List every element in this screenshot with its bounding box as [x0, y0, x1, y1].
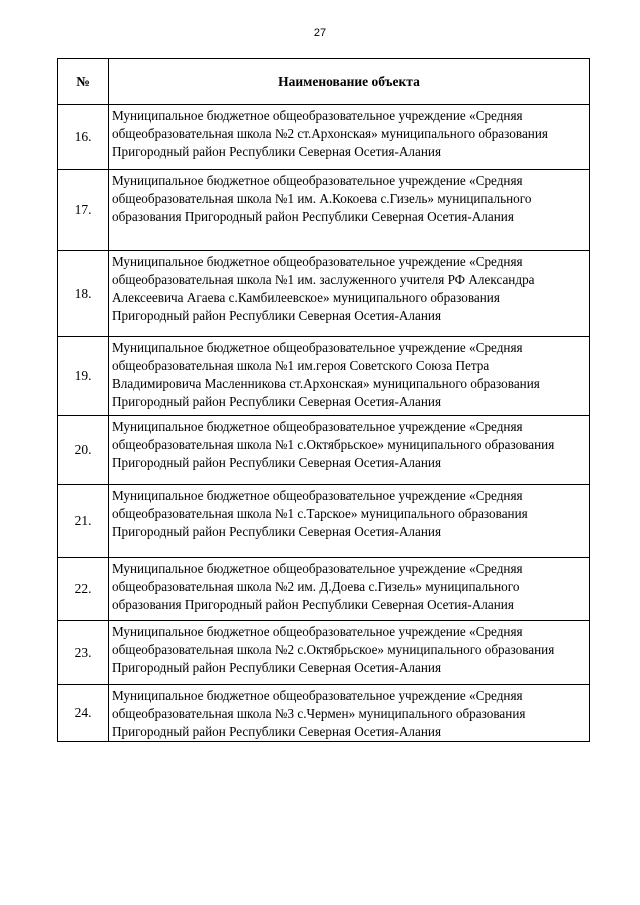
table-body	[58, 105, 590, 742]
page-number: 27	[313, 27, 327, 39]
object-name-line: Муниципальное бюджетное общеобразовательное учреждение «Средняя	[112, 561, 523, 576]
table-row	[58, 416, 590, 485]
table-row	[58, 558, 590, 621]
object-name-line: Пригородный район Республики Северная Осетия-Алания	[112, 144, 442, 159]
row-number: 20.	[58, 416, 109, 485]
object-name-line: Муниципальное бюджетное общеобразовательное учреждение «Средняя	[112, 340, 523, 355]
object-name	[109, 105, 590, 170]
object-name-line: Владимировича Масленникова ст.Архонская» муниципального образования	[112, 376, 540, 391]
table-row	[58, 485, 590, 558]
name-column-header: Наименование объекта	[109, 59, 590, 105]
object-name-line: Муниципальное бюджетное общеобразовательное учреждение «Средняя	[112, 173, 523, 188]
object-name-line: образования Пригородный район Республики Северная Осетия-Алания	[112, 209, 514, 224]
table-header-row	[58, 59, 590, 105]
object-name-line: Пригородный район Республики Северная Осетия-Алания	[112, 724, 442, 739]
row-number: 22.	[58, 558, 109, 621]
table-row	[58, 621, 590, 685]
object-name-line: общеобразовательная школа №3 с.Чермен» муниципального образования	[112, 706, 526, 721]
object-name-line: общеобразовательная школа №2 ст.Архонская» муниципального образования	[112, 126, 548, 141]
object-name	[109, 337, 590, 416]
row-number: 19.	[58, 337, 109, 416]
table-row	[58, 170, 590, 251]
row-number: 23.	[58, 621, 109, 685]
object-name-line: Муниципальное бюджетное общеобразовательное учреждение «Средняя	[112, 419, 523, 434]
object-name-line: Муниципальное бюджетное общеобразовательное учреждение «Средняя	[112, 108, 523, 123]
number-column-header: №	[58, 59, 109, 105]
object-name-line: Пригородный район Республики Северная Осетия-Алания	[112, 660, 442, 675]
object-name-line: Пригородный район Республики Северная Осетия-Алания	[112, 524, 442, 539]
table-row	[58, 685, 590, 742]
object-name-line: общеобразовательная школа №1 с.Тарское» муниципального образования	[112, 506, 528, 521]
object-name-line: образования Пригородный район Республики Северная Осетия-Алания	[112, 597, 514, 612]
object-name	[109, 621, 590, 685]
object-name-line: общеобразовательная школа №1 им. заслуженного учителя РФ Александра	[112, 272, 535, 287]
object-name-line: общеобразовательная школа №1 им.героя Советского Союза Петра	[112, 358, 490, 373]
object-name-line: общеобразовательная школа №2 им. Д.Доева с.Гизель» муниципального	[112, 579, 520, 594]
object-name	[109, 485, 590, 558]
object-name-line: общеобразовательная школа №1 им. А.Кокоева с.Гизель» муниципального	[112, 191, 532, 206]
object-name-line: Муниципальное бюджетное общеобразовательное учреждение «Средняя	[112, 488, 523, 503]
object-name-line: общеобразовательная школа №1 с.Октябрьское» муниципального образования	[112, 437, 555, 452]
object-name-line: Муниципальное бюджетное общеобразовательное учреждение «Средняя	[112, 624, 523, 639]
object-name-line: Алексеевича Агаева с.Камбилеевское» муниципального образования	[112, 290, 500, 305]
object-name	[109, 416, 590, 485]
row-number: 18.	[58, 251, 109, 337]
object-name-line: Муниципальное бюджетное общеобразовательное учреждение «Средняя	[112, 254, 523, 269]
object-name	[109, 170, 590, 251]
objects-table	[57, 58, 590, 742]
table-row	[58, 251, 590, 337]
object-name-line: Пригородный район Республики Северная Осетия-Алания	[112, 394, 442, 409]
object-name-line: Муниципальное бюджетное общеобразовательное учреждение «Средняя	[112, 688, 523, 703]
table-row	[58, 105, 590, 170]
row-number: 21.	[58, 485, 109, 558]
object-name	[109, 685, 590, 742]
object-name-line: Пригородный район Республики Северная Осетия-Алания	[112, 308, 442, 323]
row-number: 16.	[58, 105, 109, 170]
table-row	[58, 337, 590, 416]
row-number: 24.	[58, 685, 109, 742]
object-name	[109, 251, 590, 337]
row-number: 17.	[58, 170, 109, 251]
object-name	[109, 558, 590, 621]
object-name-line: общеобразовательная школа №2 с.Октябрьское» муниципального образования	[112, 642, 555, 657]
object-name-line: Пригородный район Республики Северная Осетия-Алания	[112, 455, 442, 470]
